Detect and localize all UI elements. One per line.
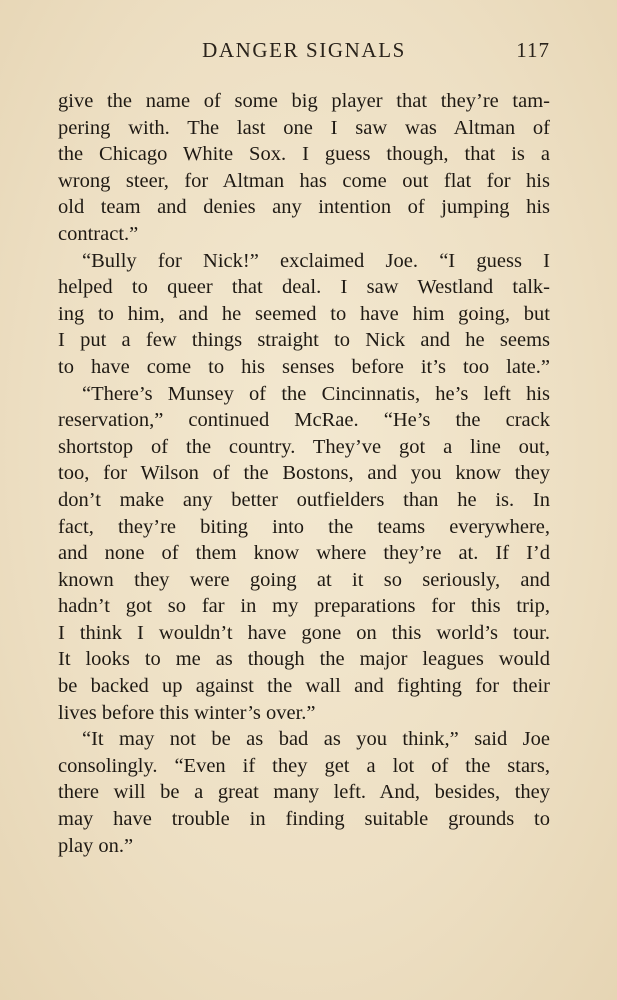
- text-line: ing to him, and he seemed to have him going, but: [58, 302, 550, 325]
- text-line: shortstop of the country. They’ve got a line out,: [58, 435, 550, 458]
- text-line: pering with. The last one I saw was Altman of: [58, 116, 550, 139]
- text-line: helped to queer that deal. I saw Westland talk-: [58, 276, 550, 299]
- text-line: known they were going at it so seriously, and: [58, 568, 550, 591]
- text-line: there will be a great many left. And, besides, they: [58, 781, 550, 804]
- text-line: don’t make any better outfielders than he is. In: [58, 488, 550, 511]
- page-number: 117: [516, 38, 550, 62]
- text-line: I think I wouldn’t have gone on this world’s tour.: [58, 621, 550, 644]
- running-head: [58, 38, 550, 72]
- text-line: consolingly. “Even if they get a lot of the stars,: [58, 754, 550, 777]
- text-line: and none of them know where they’re at. If I’d: [58, 542, 550, 565]
- text-line: be backed up against the wall and fighting for their: [58, 675, 550, 698]
- text-line: to have come to his senses before it’s too late.”: [58, 355, 550, 378]
- text-line: give the name of some big player that they’re tam-: [58, 90, 550, 112]
- text-line: It looks to me as though the major leagues would: [58, 648, 550, 671]
- text-line: wrong steer, for Altman has come out flat for his: [58, 169, 550, 192]
- text-line: old team and denies any intention of jumping his: [58, 196, 550, 219]
- text-line: reservation,” continued McRae. “He’s the crack: [58, 409, 550, 432]
- text-line: fact, they’re biting into the teams everywhere,: [58, 515, 550, 538]
- body-text: [58, 88, 550, 859]
- text-line: hadn’t got so far in my preparations for this trip,: [58, 595, 550, 618]
- text-line: play on.”: [58, 834, 134, 857]
- text-line: I put a few things straight to Nick and he seems: [58, 329, 550, 352]
- text-line: “There’s Munsey of the Cincinnatis, he’s left his: [82, 382, 550, 405]
- text-line: the Chicago White Sox. I guess though, that is a: [58, 143, 550, 166]
- text-line: contract.”: [58, 222, 139, 245]
- running-title: DANGER SIGNALS: [202, 38, 406, 62]
- text-line: “Bully for Nick!” exclaimed Joe. “I guess I: [82, 249, 550, 272]
- text-line: too, for Wilson of the Bostons, and you know they: [58, 462, 550, 485]
- text-line: “It may not be as bad as you think,” said Joe: [82, 728, 550, 751]
- text-line: lives before this winter’s over.”: [58, 701, 316, 724]
- text-line: may have trouble in finding suitable grounds to: [58, 808, 550, 831]
